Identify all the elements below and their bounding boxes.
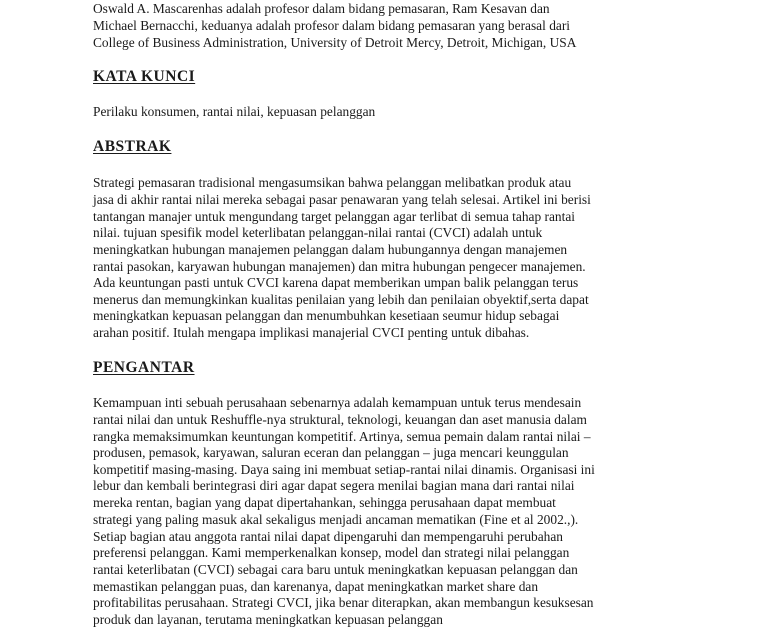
introduction-line: mereka rentan, bagian yang dapat dipertahankan, sehingga perusahaan dapat membuat — [93, 495, 556, 510]
abstract-line: rantai pasokan, karyawan hubungan manajemen) dan mitra hubungan pengecer manajemen. — [93, 259, 586, 274]
introduction-line: preferensi pelanggan. Kami memperkenalkan konsep, model dan strategi nilai pelanggan — [93, 545, 570, 560]
introduction-line: produk dan layanan, terutama meningkatkan kepuasan pelanggan — [93, 612, 443, 627]
abstract-line: menerus dan memungkinkan kualitas penilaian yang lebih dan penilaian obyektif,serta dapat — [93, 292, 589, 307]
abstract-line: arahan positif. Itulah mengapa implikasi manajerial CVCI penting untuk dibahas. — [93, 325, 530, 340]
abstract-line: tantangan manajer untuk mengundang target pelanggan agar terlibat di semua tahap rantai — [93, 209, 576, 224]
introduction-line: strategi yang paling masuk akal sekaligus menjadi ancaman mematikan (Fine et al 2002.,). — [93, 512, 579, 527]
introduction-line: profitabilitas perusahaan. Strategi CVCI, jika benar diterapkan, akan membangun kesuksesan — [93, 595, 594, 610]
abstract-line: jasa di akhir rantai nilai mereka sebagai pasar penawaran yang telah selesai. Artikel ini berisi — [93, 192, 591, 207]
introduction-line: rantai nilai dan untuk Reshuffle-nya struktural, teknologi, keuangan dan aset manusia dalam — [93, 412, 587, 427]
abstract-line: Ada keuntungan pasti untuk CVCI karena dapat memberikan umpan balik pelanggan terus — [93, 275, 579, 290]
keywords-heading: KATA KUNCI — [93, 68, 196, 85]
keywords-text: Perilaku konsumen, rantai nilai, kepuasan pelanggan — [93, 104, 376, 119]
abstract-heading: ABSTRAK — [93, 138, 172, 155]
abstract-line: nilai. tujuan spesifik model keterlibatan pelanggan-nilai rantai (CVCI) adalah untuk — [93, 225, 543, 240]
introduction-line: memastikan pelanggan puas, dan karenanya, dapat meningkatkan market share dan — [93, 579, 539, 594]
abstract-line: meningkatkan hubungan manajemen pelanggan dalam hubungannya dengan manajemen — [93, 242, 568, 257]
intro-line: Oswald A. Mascarenhas adalah profesor dalam bidang pemasaran, Ram Kesavan dan — [93, 1, 550, 16]
abstract-line: Strategi pemasaran tradisional mengasumsikan bahwa pelanggan melibatkan produk atau — [93, 175, 572, 190]
introduction-line: Setiap bagian atau anggota rantai nilai dapat dipengaruhi dan mempengaruhi perubahan — [93, 529, 563, 544]
introduction-line: produsen, pemasok, karyawan, saluran eceran dan pelanggan – juga mencari keunggulan — [93, 445, 569, 460]
introduction-heading: PENGANTAR — [93, 359, 195, 376]
introduction-line: rantai keterlibatan (CVCI) sebagai cara baru untuk meningkatkan kepuasan pelanggan dan — [93, 562, 578, 577]
intro-line: College of Business Administration, University of Detroit Mercy, Detroit, Michigan, USA — [93, 35, 577, 50]
introduction-line: Kemampuan inti sebuah perusahaan sebenarnya adalah kemampuan untuk terus mendesain — [93, 395, 582, 410]
introduction-line: rangka memaksimumkan keuntungan kompetitif. Artinya, semua pemain dalam rantai nilai – — [93, 429, 591, 444]
intro-line: Michael Bernacchi, keduanya adalah profesor dalam bidang pemasaran yang berasal dari — [93, 18, 571, 33]
abstract-line: meningkatkan kepuasan pelanggan dan menumbuhkan kesetiaan seumur hidup sebagai — [93, 308, 560, 323]
introduction-line: kompetitif masing-masing. Daya saing ini membuat setiap-rantai nilai dinamis. Organisasi ini — [93, 462, 595, 477]
introduction-line: lebur dan kembali berintegrasi diri agar dapat segera menilai bagian mana dari rantai nilai — [93, 478, 575, 493]
